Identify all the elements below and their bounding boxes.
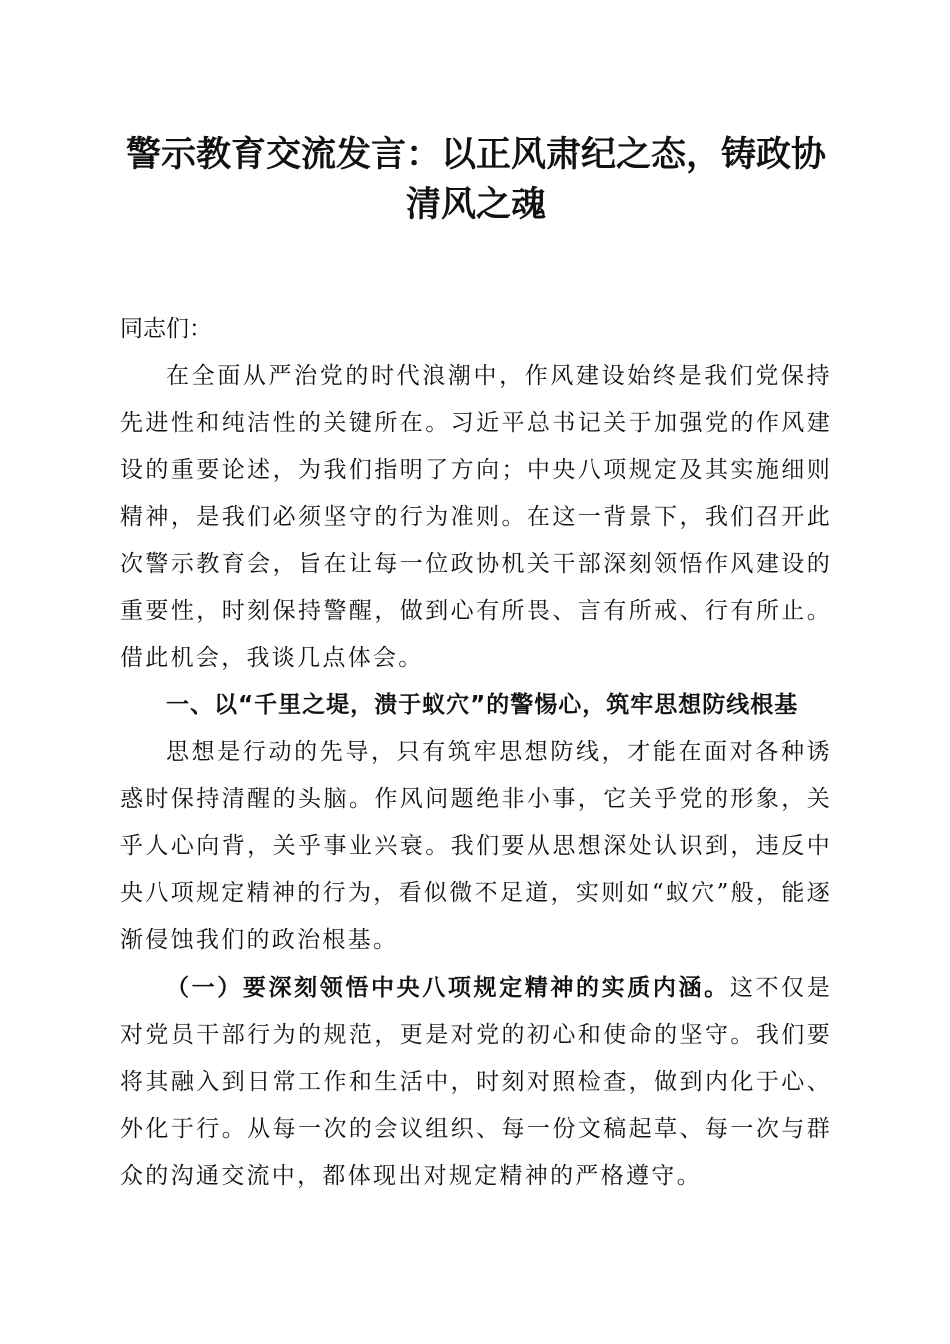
subsection-1-body: 这不仅是对党员干部行为的规范，更是对党的初心和使命的坚守。我们要将其融入到日常工作和生活中，时刻对照检查，做到内化于心、外化于行。从每一次的会议组织、每一份文稿起草、每一次与群众的沟通交流中，都体现出对规定精神的严格遵守。 [120,975,832,1189]
subsection-1-lead: （一）要深刻领悟中央八项规定精神的实质内涵。 [166,974,730,1001]
title-line-2: 清风之魂 [405,184,546,225]
document-page [120,130,832,1200]
salutation: 同志们： [120,316,212,342]
title-line-1: 警示教育交流发言：以正风肃纪之态，铸政协 [125,134,826,175]
subsection-1-paragraph [120,964,832,1200]
section-1-body: 思想是行动的先导，只有筑牢思想防线，才能在面对各种诱惑时保持清醒的头脑。作风问题绝非小事，它关乎党的形象，关乎人心向背，关乎事业兴衰。我们要从思想深处认识到，违反中央八项规定精神的行为，看似微不足道，实则如“蚁穴”般，能逐渐侵蚀我们的政治根基。 [120,739,832,953]
section-1-heading: 一、以“千里之堤，溃于蚁穴”的警惕心，筑牢思想防线根基 [166,692,799,718]
document-title [120,130,832,230]
intro-paragraph: 在全面从严治党的时代浪潮中，作风建设始终是我们党保持先进性和纯洁性的关键所在。习近平总书记关于加强党的作风建设的重要论述，为我们指明了方向；中央八项规定及其实施细则精神，是我们必须坚守的行为准则。在这一背景下，我们召开此次警示教育会，旨在让每一位政协机关干部深刻领悟作风建设的重要性，时刻保持警醒，做到心有所畏、言有所戒、行有所止。借此机会，我谈几点体会。 [120,363,832,671]
